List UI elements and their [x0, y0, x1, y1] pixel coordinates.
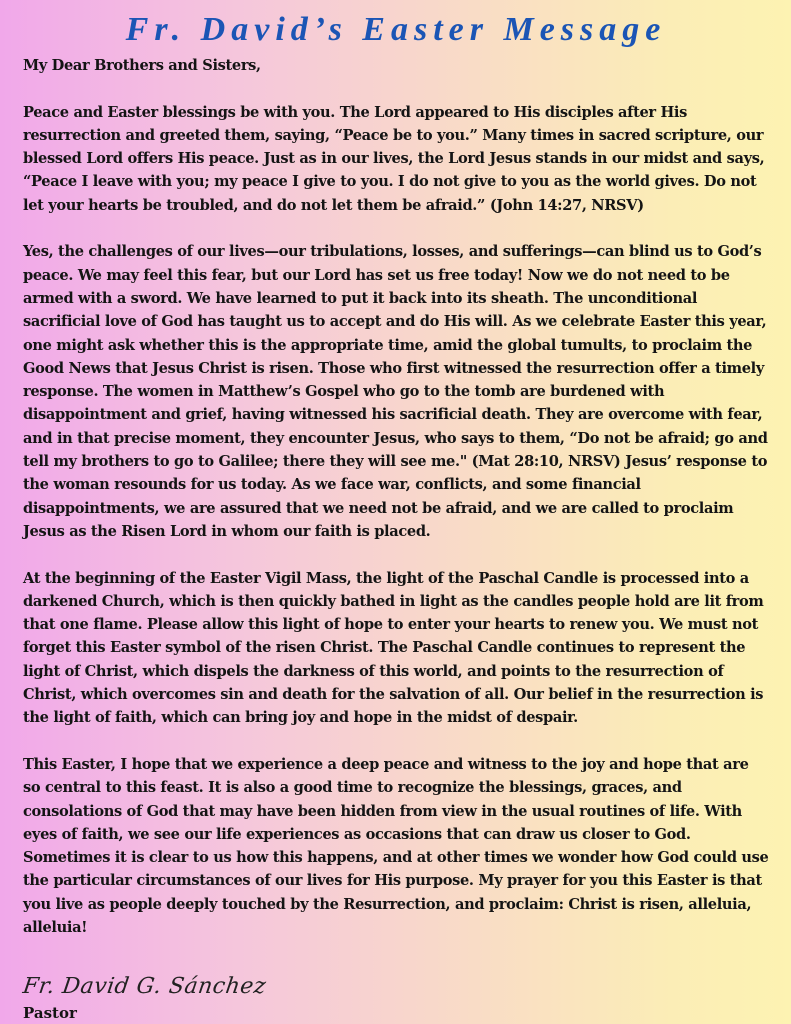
paragraph-3: At the beginning of the Easter Vigil Mass, the light of the Paschal Candle is processed into a darkened Church, which is then quickly bathed in light as the candles people hold are lit from that one flame. Please allow this light of hope to enter your hearts to renew you. We must not forget this Easter symbol of the risen Christ. The Paschal Candle continues to represent the light of Christ, which dispels the darkness of this world, and points to the resurrection of Christ, which overcomes sin and death for the salvation of all. Our belief in the resurrection is the light of faith, which can bring joy and hope in the midst of despair.	[23, 569, 764, 727]
paragraph-2: Yes, the challenges of our lives—our tribulations, losses, and sufferings—can blind us to God’s peace. We may feel this fear, but our Lord has set us free today! Now we do not need to be armed with a sword. We have learned to put it back into its sheath. The unconditional sacrificial love of God has taught us to accept and do His will. As we celebrate Easter this year, one might ask whether this is the appropriate time, amid the global tumults, to proclaim the Good News that Jesus Christ is risen. Those who first witnessed the resurrection offer a timely response. The women in Matthew’s Gospel who go to the tomb are burdened with disappointment and grief, having witnessed his sacrificial death. They are overcome with fear, and in that precise moment, they encounter Jesus, who says to them, “Do not be afraid; go and tell my brothers to go to Galilee; there they will see me." (Mat 28:10, NRSV) Jesus’ response to the woman resounds for us today. As we face war, conflicts, and some financial disappointments, we are assured that we need not be afraid, and we are called to proclaim Jesus as the Risen Lord in whom our faith is placed.	[23, 243, 768, 540]
letter-body	[23, 54, 769, 939]
paragraph-1: Peace and Easter blessings be with you. The Lord appeared to His disciples after His resurrection and greeted them, saying, “Peace be to you.” Many times in sacred scripture, our blessed Lord offers His peace. Just as in our lives, the Lord Jesus stands in our midst and says, “Peace I leave with you; my peace I give to you. I do not give to you as the world gives. Do not let your hearts be troubled, and do not let them be afraid.” (John 14:27, NRSV)	[23, 103, 765, 214]
page-title: Fr. David’s Easter Message	[125, 11, 667, 48]
letter-greeting: My Dear Brothers and Sisters,	[23, 57, 261, 74]
signature: Fr. David G. Sánchez	[21, 973, 268, 999]
signature-title: Pastor	[23, 1003, 77, 1022]
paragraph-4: This Easter, I hope that we experience a deep peace and witness to the joy and hope that are so central to this feast. It is also a good time to recognize the blessings, graces, and consolations of God that may have been hidden from view in the usual routines of life. With eyes of faith, we see our life experiences as occasions that can draw us closer to God. Sometimes it is clear to us how this happens, and at other times we wonder how God could use the particular circumstances of our lives for His purpose. My prayer for you this Easter is that you live as people deeply touched by the Resurrection, and proclaim: Christ is risen, alleluia, alleluia!	[23, 755, 769, 936]
